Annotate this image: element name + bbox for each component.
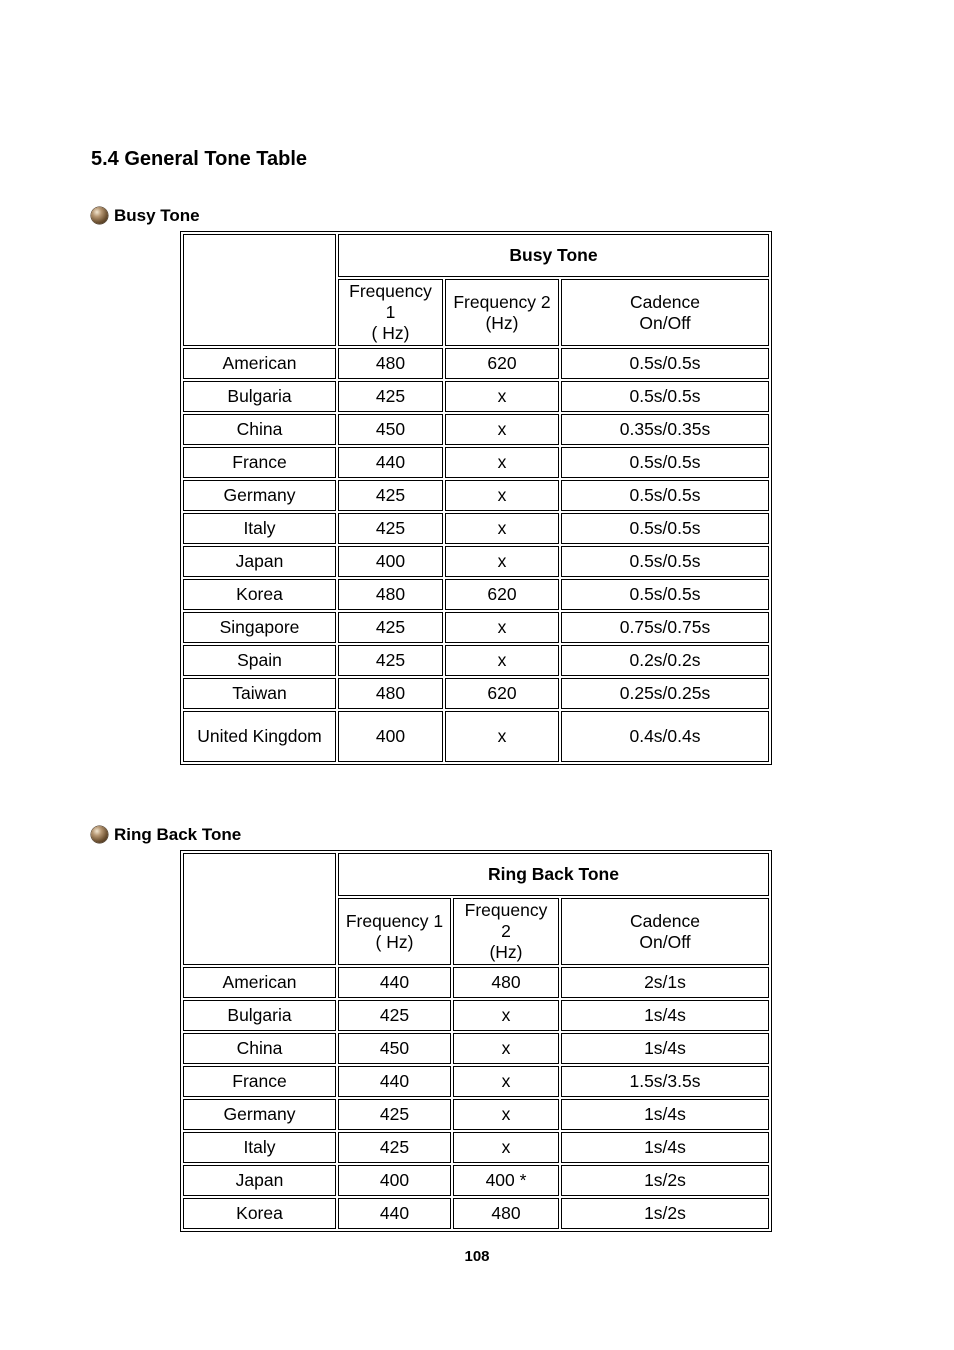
cadence-cell: 0.5s/0.5s xyxy=(561,381,769,412)
cadence-cell: 1s/4s xyxy=(561,1000,769,1031)
frequency-2-cell: 620 xyxy=(445,348,559,379)
cadence-cell: 2s/1s xyxy=(561,967,769,998)
cadence-cell: 0.5s/0.5s xyxy=(561,348,769,379)
table-row xyxy=(183,1000,769,1031)
frequency-2-cell: 480 xyxy=(453,1198,559,1229)
cadence-cell: 1s/4s xyxy=(561,1033,769,1064)
cadence-cell: 0.5s/0.5s xyxy=(561,579,769,610)
country-cell: France xyxy=(183,447,336,478)
frequency-2-cell: x xyxy=(445,645,559,676)
frequency-2-cell: 400 * xyxy=(453,1165,559,1196)
cadence-cell: 1s/4s xyxy=(561,1099,769,1130)
frequency-2-cell: x xyxy=(445,711,559,762)
country-cell: Korea xyxy=(183,1198,336,1229)
country-cell: Japan xyxy=(183,1165,336,1196)
frequency-2-cell: 620 xyxy=(445,678,559,709)
table-group-header-row xyxy=(183,853,769,896)
table-row xyxy=(183,546,769,577)
column-header-frequency-1: Frequency 1 ( Hz) xyxy=(338,279,443,346)
ring-back-tone-heading-label: Ring Back Tone xyxy=(114,825,242,844)
busy-tone-heading-label: Busy Tone xyxy=(114,206,200,225)
frequency-2-cell: x xyxy=(453,1066,559,1097)
frequency-2-cell: x xyxy=(453,1099,559,1130)
country-cell: Japan xyxy=(183,546,336,577)
frequency-1-cell: 450 xyxy=(338,1033,451,1064)
frequency-1-cell: 400 xyxy=(338,546,443,577)
busy-tone-heading xyxy=(91,206,200,226)
frequency-2-cell: x xyxy=(445,381,559,412)
country-cell: China xyxy=(183,1033,336,1064)
cadence-cell: 1s/4s xyxy=(561,1132,769,1163)
table-row xyxy=(183,612,769,643)
page-number: 108 xyxy=(464,1248,490,1265)
frequency-1-cell: 425 xyxy=(338,645,443,676)
frequency-1-cell: 480 xyxy=(338,678,443,709)
cadence-cell: 0.5s/0.5s xyxy=(561,513,769,544)
table-group-header-row xyxy=(183,234,769,277)
cadence-cell: 1.5s/3.5s xyxy=(561,1066,769,1097)
table-row xyxy=(183,381,769,412)
table-row xyxy=(183,1165,769,1196)
country-cell: Germany xyxy=(183,480,336,511)
frequency-1-cell: 425 xyxy=(338,1099,451,1130)
country-cell: American xyxy=(183,967,336,998)
table-row xyxy=(183,1198,769,1229)
table-row xyxy=(183,348,769,379)
frequency-2-cell: x xyxy=(445,546,559,577)
group-header: Ring Back Tone xyxy=(338,853,769,896)
column-header-frequency-2: Frequency 2 (Hz) xyxy=(453,898,559,965)
cadence-cell: 0.2s/0.2s xyxy=(561,645,769,676)
frequency-2-cell: x xyxy=(445,447,559,478)
frequency-1-cell: 480 xyxy=(338,348,443,379)
country-cell: United Kingdom xyxy=(183,711,336,762)
frequency-2-cell: x xyxy=(445,480,559,511)
bullet-icon xyxy=(91,826,108,843)
frequency-2-cell: x xyxy=(445,612,559,643)
country-cell: Germany xyxy=(183,1099,336,1130)
country-cell: American xyxy=(183,348,336,379)
table-row xyxy=(183,711,769,762)
country-cell: Bulgaria xyxy=(183,381,336,412)
country-cell: Taiwan xyxy=(183,678,336,709)
cadence-cell: 0.5s/0.5s xyxy=(561,546,769,577)
frequency-1-cell: 425 xyxy=(338,612,443,643)
bullet-icon xyxy=(91,207,108,224)
table-row xyxy=(183,1132,769,1163)
frequency-2-cell: x xyxy=(445,414,559,445)
frequency-1-cell: 425 xyxy=(338,513,443,544)
table-row xyxy=(183,480,769,511)
frequency-2-cell: 480 xyxy=(453,967,559,998)
column-header-frequency-2: Frequency 2 (Hz) xyxy=(445,279,559,346)
ring-back-tone-heading xyxy=(91,825,241,845)
busy-tone-table xyxy=(180,231,772,765)
table-row xyxy=(183,1099,769,1130)
cadence-cell: 0.5s/0.5s xyxy=(561,480,769,511)
frequency-1-cell: 425 xyxy=(338,480,443,511)
country-cell: Korea xyxy=(183,579,336,610)
cadence-cell: 1s/2s xyxy=(561,1165,769,1196)
country-cell: Bulgaria xyxy=(183,1000,336,1031)
table-row xyxy=(183,1066,769,1097)
frequency-2-cell: x xyxy=(453,1033,559,1064)
cadence-cell: 0.75s/0.75s xyxy=(561,612,769,643)
frequency-2-cell: x xyxy=(453,1132,559,1163)
cadence-cell: 1s/2s xyxy=(561,1198,769,1229)
frequency-1-cell: 440 xyxy=(338,967,451,998)
table-row xyxy=(183,645,769,676)
frequency-1-cell: 440 xyxy=(338,1198,451,1229)
corner-cell xyxy=(183,234,336,346)
column-header-cadence: Cadence On/Off xyxy=(561,898,769,965)
country-cell: Spain xyxy=(183,645,336,676)
ring-back-tone-table xyxy=(180,850,772,1232)
cadence-cell: 0.35s/0.35s xyxy=(561,414,769,445)
country-cell: China xyxy=(183,414,336,445)
frequency-1-cell: 425 xyxy=(338,1000,451,1031)
frequency-1-cell: 440 xyxy=(338,447,443,478)
table-row xyxy=(183,513,769,544)
frequency-1-cell: 425 xyxy=(338,381,443,412)
frequency-1-cell: 440 xyxy=(338,1066,451,1097)
corner-cell xyxy=(183,853,336,965)
frequency-1-cell: 400 xyxy=(338,1165,451,1196)
frequency-1-cell: 400 xyxy=(338,711,443,762)
table-row xyxy=(183,579,769,610)
cadence-cell: 0.4s/0.4s xyxy=(561,711,769,762)
column-header-frequency-1: Frequency 1 ( Hz) xyxy=(338,898,451,965)
column-header-cadence: Cadence On/Off xyxy=(561,279,769,346)
frequency-1-cell: 480 xyxy=(338,579,443,610)
table-row xyxy=(183,967,769,998)
frequency-1-cell: 425 xyxy=(338,1132,451,1163)
table-row xyxy=(183,1033,769,1064)
frequency-2-cell: 620 xyxy=(445,579,559,610)
table-row xyxy=(183,447,769,478)
table-row xyxy=(183,678,769,709)
cadence-cell: 0.25s/0.25s xyxy=(561,678,769,709)
country-cell: France xyxy=(183,1066,336,1097)
country-cell: Singapore xyxy=(183,612,336,643)
frequency-2-cell: x xyxy=(445,513,559,544)
frequency-2-cell: x xyxy=(453,1000,559,1031)
table-row xyxy=(183,414,769,445)
cadence-cell: 0.5s/0.5s xyxy=(561,447,769,478)
country-cell: Italy xyxy=(183,1132,336,1163)
country-cell: Italy xyxy=(183,513,336,544)
frequency-1-cell: 450 xyxy=(338,414,443,445)
group-header: Busy Tone xyxy=(338,234,769,277)
page-title: 5.4 General Tone Table xyxy=(91,148,307,170)
